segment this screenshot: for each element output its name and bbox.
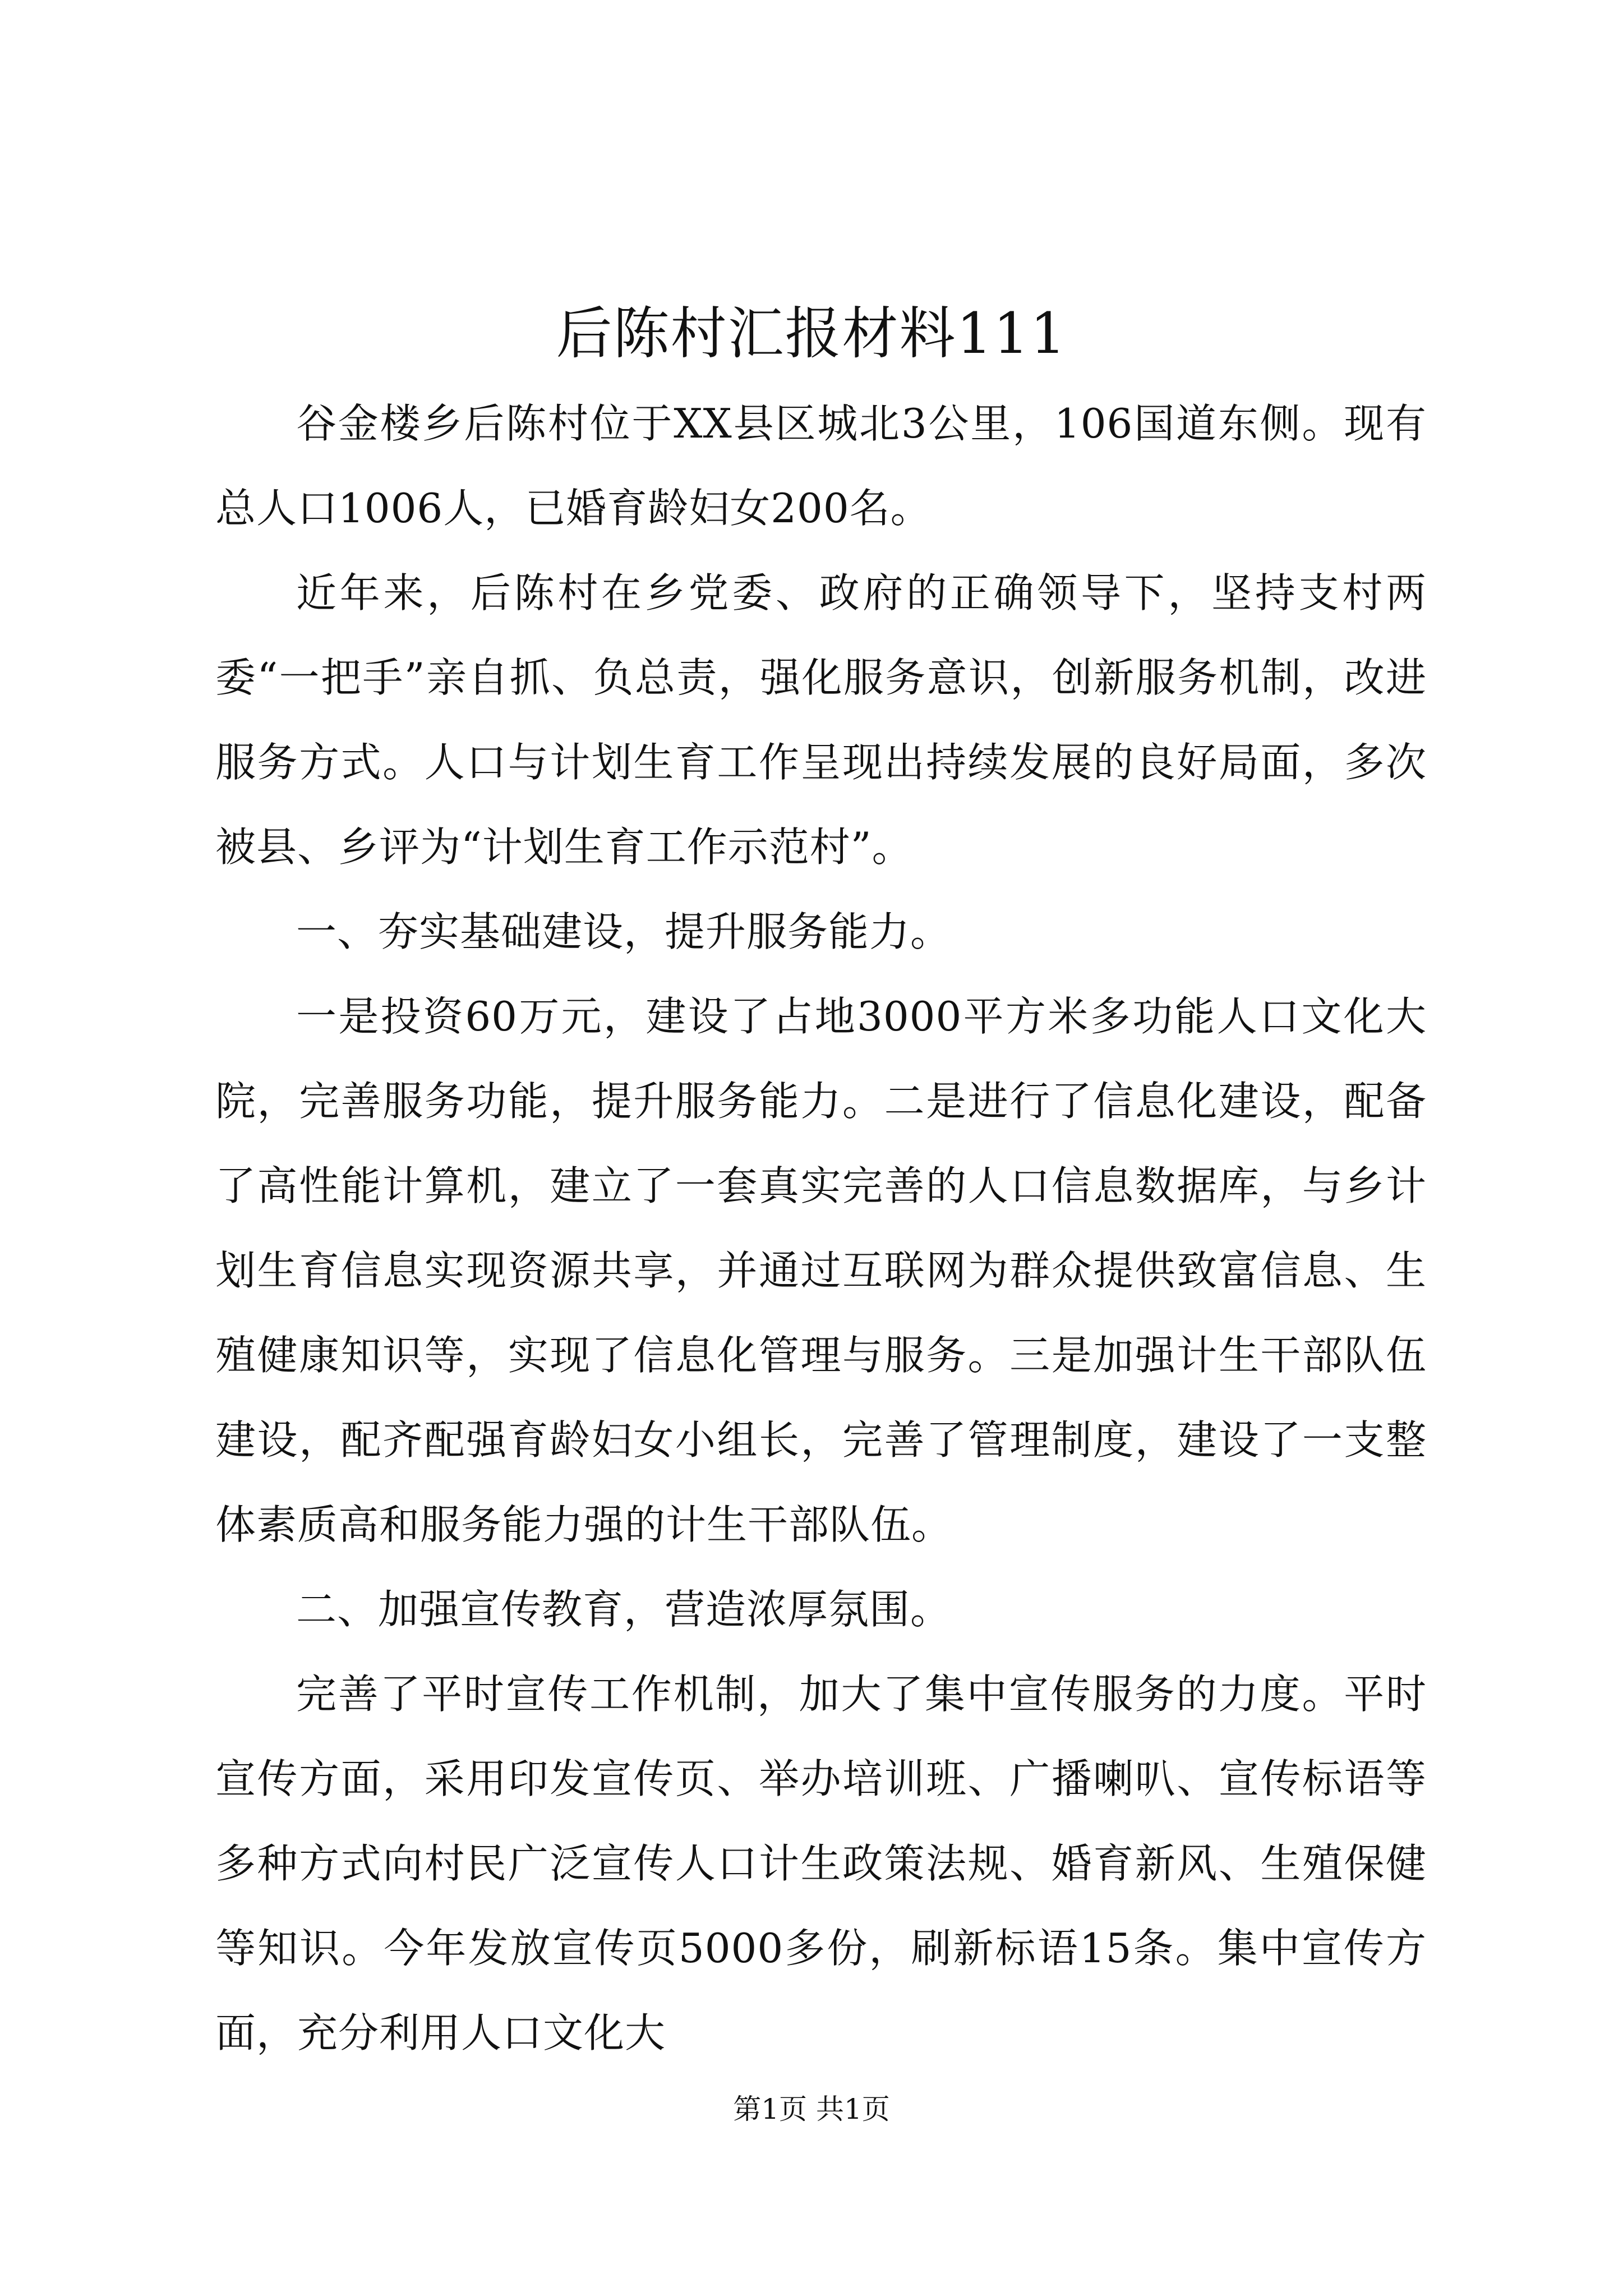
- paragraph-overview: 近年来，后陈村在乡党委、政府的正确领导下，坚持支村两委“一把手”亲自抓、负总责，强化服务意识，创新服务机制，改进服务方式。人口与计划生育工作呈现出持续发展的良好局面，多次被县、乡评为“计划生育工作示范村”。: [215, 569, 1427, 871]
- page-footer: 第1页 共1页: [733, 2093, 890, 2125]
- section-heading-1: 一、夯实基础建设，提升服务能力。: [296, 908, 952, 955]
- section-heading-2: 二、加强宣传教育，营造浓厚氛围。: [296, 1586, 952, 1633]
- paragraph-section-1: 一是投资60万元，建设了占地3000平方米多功能人口文化大院，完善服务功能，提升服务能力。二是进行了信息化建设，配备了高性能计算机，建立了一套真实完善的人口信息数据库，与乡计划生育信息实现资源共享，并通过互联网为群众提供致富信息、生殖健康知识等，实现了信息化管理与服务。三是加强计生干部队伍建设，配齐配强育龄妇女小组长，完善了管理制度，建设了一支整体素质高和服务能力强的计生干部队伍。: [215, 993, 1427, 1548]
- paragraph-section-2: 完善了平时宣传工作机制，加大了集中宣传服务的力度。平时宣传方面，采用印发宣传页、举办培训班、广播喇叭、宣传标语等多种方式向村民广泛宣传人口计生政策法规、婚育新风、生殖保健等知识。今年发放宣传页5000多份，刷新标语15条。集中宣传方面，充分利用人口文化大: [215, 1671, 1427, 2056]
- paragraph-intro: 谷金楼乡后陈村位于XX县区城北3公里，106国道东侧。现有总人口1006人，已婚育龄妇女200名。: [215, 400, 1427, 532]
- document-title: 后陈村汇报材料111: [556, 301, 1067, 366]
- document-body: [215, 381, 1427, 2076]
